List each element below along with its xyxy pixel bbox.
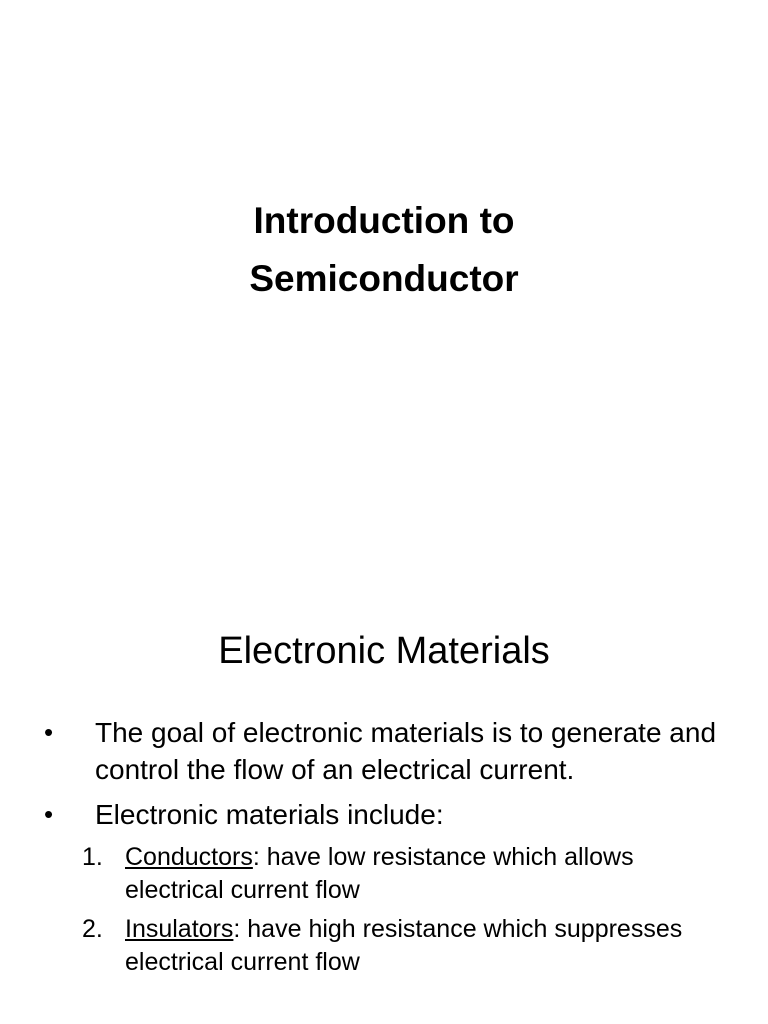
bullet-item: [0, 714, 768, 788]
slide-title-line-1: Introduction to: [253, 200, 515, 241]
numbered-item: [0, 841, 768, 907]
bullet-text: The goal of electronic materials is to generate and control the flow of an electrical current.: [95, 717, 717, 785]
item-description: : have high resistance which suppresses electrical current flow: [125, 915, 683, 976]
numbered-item: [0, 913, 768, 979]
bullet-list: [0, 714, 768, 985]
bullet-marker: •: [44, 799, 54, 829]
numbered-list: [0, 841, 768, 979]
item-term: Conductors: [125, 843, 253, 871]
item-number: 2.: [82, 915, 103, 943]
section-title: Electronic Materials: [218, 630, 550, 672]
item-number: 1.: [82, 843, 103, 871]
bullet-text: Electronic materials include:: [95, 799, 444, 830]
bullet-marker: •: [44, 717, 54, 747]
bullet-item: [0, 796, 768, 833]
item-term: Insulators: [125, 915, 234, 943]
item-description: : have low resistance which allows electrical current flow: [125, 843, 634, 904]
slide-title-line-2: Semiconductor: [249, 258, 519, 299]
slide-title: [0, 192, 768, 308]
